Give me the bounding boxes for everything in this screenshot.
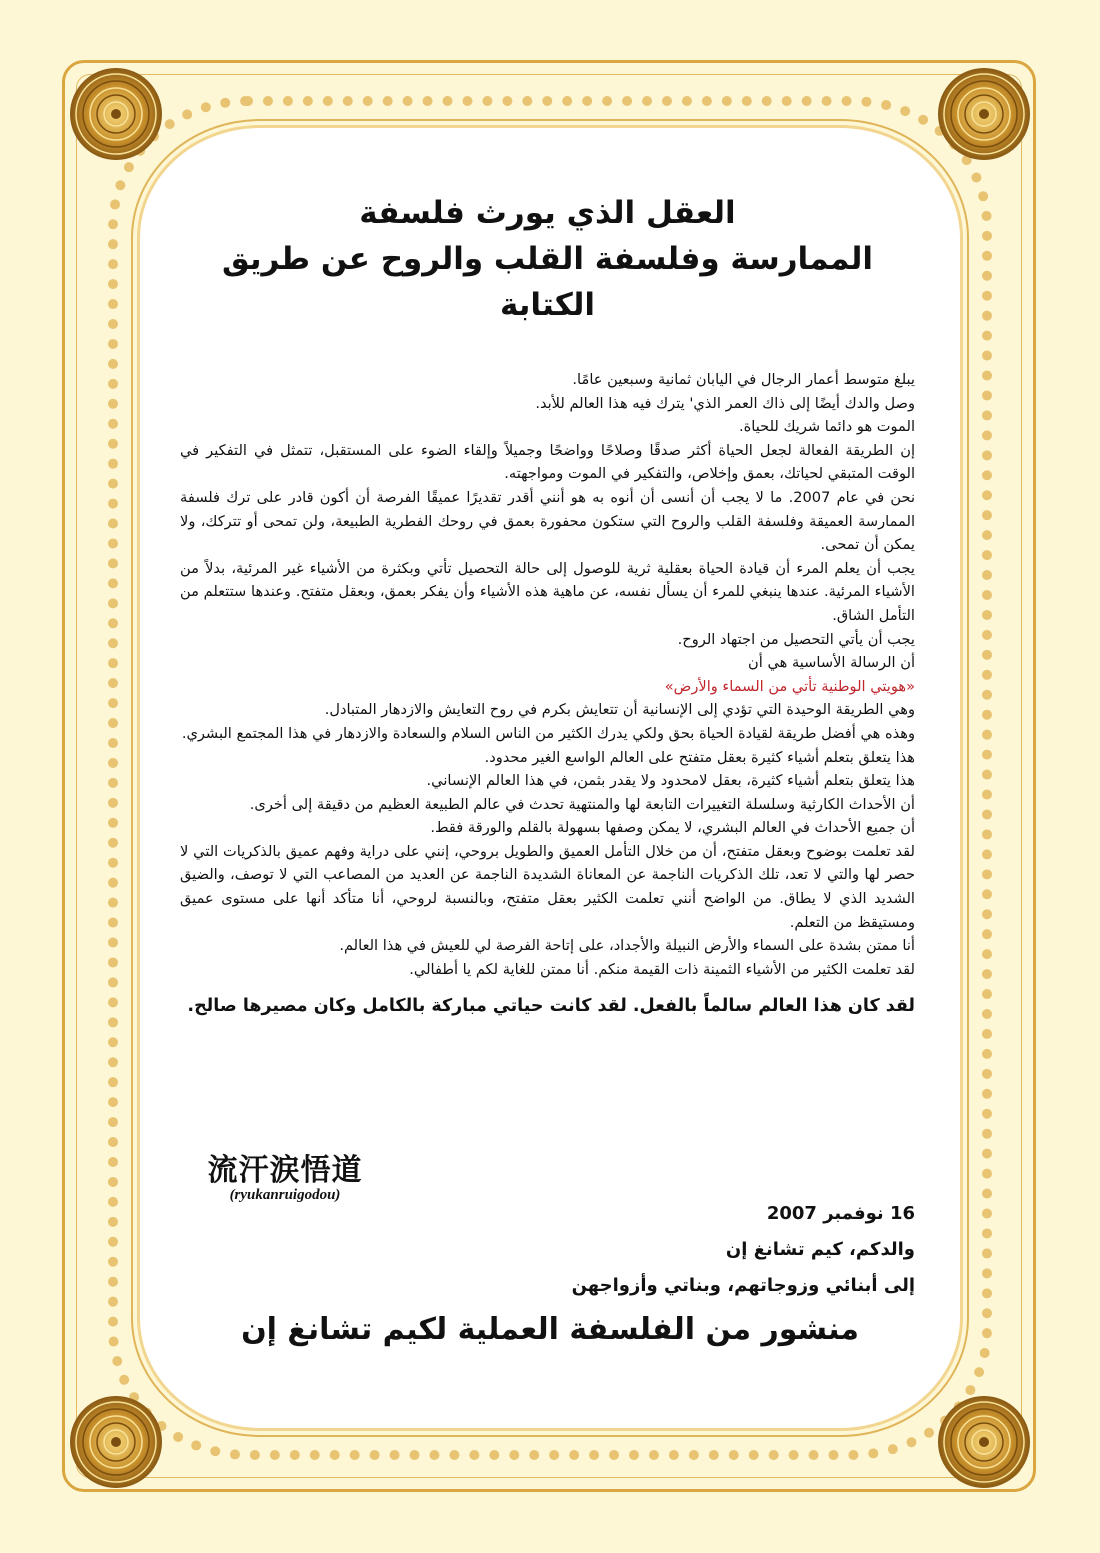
paragraph: لقد تعلمت الكثير من الأشياء الثمينة ذات القيمة منكم. أنا ممتن للغاية لكم يا أطفالي. bbox=[409, 960, 915, 978]
gold-medallion-icon bbox=[934, 64, 1034, 164]
seal-kanji: 流汗涙悟道 bbox=[207, 1153, 363, 1188]
paragraph: أن الرسالة الأساسية هي أن bbox=[748, 654, 915, 672]
paragraph: إن الطريقة الفعالة لجعل الحياة أكثر صدقًا وصلاحًا وواضحًا وجميلاً وإلقاء الضوء على المستقبل، تتمثل في التفكير في الوقت المتبقي لحياتك، بعمق وإخلاص، والتفكير في الموت ومواجهته. bbox=[180, 441, 915, 483]
document-content bbox=[180, 190, 915, 1019]
paragraph: وهذه هي أفضل طريقة لقيادة الحياة بحق ولكي يدرك الكثير من الناس السلام والسعادة والازدهار في هذا المجتمع البشري. bbox=[181, 724, 915, 742]
paragraph: وهي الطريقة الوحيدة التي تؤدي إلى الإنسانية أن تتعايش بكرم في روح التعايش والازدهار المتبادل. bbox=[324, 701, 915, 719]
gold-medallion-icon bbox=[934, 1392, 1034, 1492]
signature-to: إلى أبنائي وزوجاتهم، وبناتي وأزواجهن bbox=[571, 1275, 915, 1296]
gold-medallion-icon bbox=[66, 1392, 166, 1492]
gold-medallion-icon bbox=[66, 64, 166, 164]
closing-statement: لقد كان هذا العالم سالماً بالفعل. لقد كانت حياتي مباركة بالكامل وكان مصيرها صالح. bbox=[187, 996, 915, 1017]
footer-title: منشور من الفلسفة العملية لكيم تشانغ إن bbox=[241, 1312, 859, 1347]
highlighted-quote: «هويتي الوطنية تأتي من السماء والأرض» bbox=[664, 677, 915, 695]
paragraph: أنا ممتن بشدة على السماء والأرض النبيلة والأجداد، على إتاحة الفرصة لي للعيش في هذا العالم. bbox=[339, 937, 915, 955]
document-title bbox=[180, 190, 915, 328]
calligraphy-seal bbox=[195, 1153, 375, 1204]
signature-block bbox=[380, 1196, 915, 1304]
paragraph: يجب أن يأتي التحصيل من اجتهاد الروح. bbox=[677, 630, 915, 648]
paragraph: يجب أن يعلم المرء أن قيادة الحياة بعقلية ثرية للوصول إلى حالة التحصيل تأتي وبكثرة من الأشياء غير المرئية، بدلاً من الأشياء المرئية. عندها ينبغي للمرء أن يسأل نفسه، عن ماهية هذه الأشياء وأن يفكر بعمق، وبعقل متفتح. وعندها ستتعلم من التأمل الشاق. bbox=[180, 559, 915, 624]
paragraph: هذا يتعلق بتعلم أشياء كثيرة بعقل متفتح على العالم الواسع الغير محدود. bbox=[484, 748, 915, 766]
paragraph: أن جميع الأحداث في العالم البشري، لا يمكن وصفها بسهولة بالقلم والورقة فقط. bbox=[430, 819, 915, 837]
seal-romaji: (ryukanruigodou) bbox=[229, 1187, 341, 1203]
paragraph: يبلغ متوسط أعمار الرجال في اليابان ثمانية وسبعين عامًا. bbox=[572, 371, 915, 388]
paragraph: لقد تعلمت بوضوح وبعقل متفتح، أن من خلال التأمل العميق والطويل بروحي، إنني على دراية وفهم عميق بالذكريات التي لا حصر لها والتي لا تعد، تلك الذكريات الناجمة عن المعاناة الشديدة الناجمة عن العديد من المصاعب التي لا توصف، والضيق الشديد الذي لا يطاق. من الواضح أنني تعلمت الكثير بعقل متفتح، وبالنسبة لروحي، أنا متأكد أنها على مستوى عميق ومستيقظ من التعلم. bbox=[180, 842, 915, 931]
paragraph: الموت هو دائما شريك للحياة. bbox=[739, 418, 915, 436]
signature-date: 16 نوفمبر 2007 bbox=[766, 1203, 915, 1224]
signature-from: والدكم، كيم تشانغ إن bbox=[725, 1239, 915, 1260]
letter-body bbox=[180, 368, 915, 981]
title-line-1: العقل الذي يورث فلسفة bbox=[359, 195, 736, 231]
paragraph: أن الأحداث الكارثية وسلسلة التغييرات التابعة لها والمنتهية تحدث في عالم الطبيعة العظيم من دقيقة إلى أخرى. bbox=[249, 795, 915, 813]
paragraph: وصل والدك أيضًا إلى ذاك العمر الذي' يترك فيه هذا العالم للأبد. bbox=[535, 394, 915, 412]
title-line-2: الممارسة وفلسفة القلب والروح عن طريق الكتابة bbox=[221, 241, 874, 323]
paragraph: هذا يتعلق بتعلم أشياء كثيرة، بعقل لامحدود ولا يقدر بثمن، في هذا العالم الإنساني. bbox=[426, 772, 915, 790]
paragraph: نحن في عام 2007. ما لا يجب أن أنسى أن أنوه به هو أنني أقدر تقديرًا عميقًا الفرصة أن أكون قادر على ترك فلسفة الممارسة العميقة وفلسفة القلب والروح التي ستكون محفورة بعمق في روحك الفطرية الطبيعة، ولن تمحى أو تتركك، ولا يمكن أن تمحى. bbox=[180, 488, 916, 554]
